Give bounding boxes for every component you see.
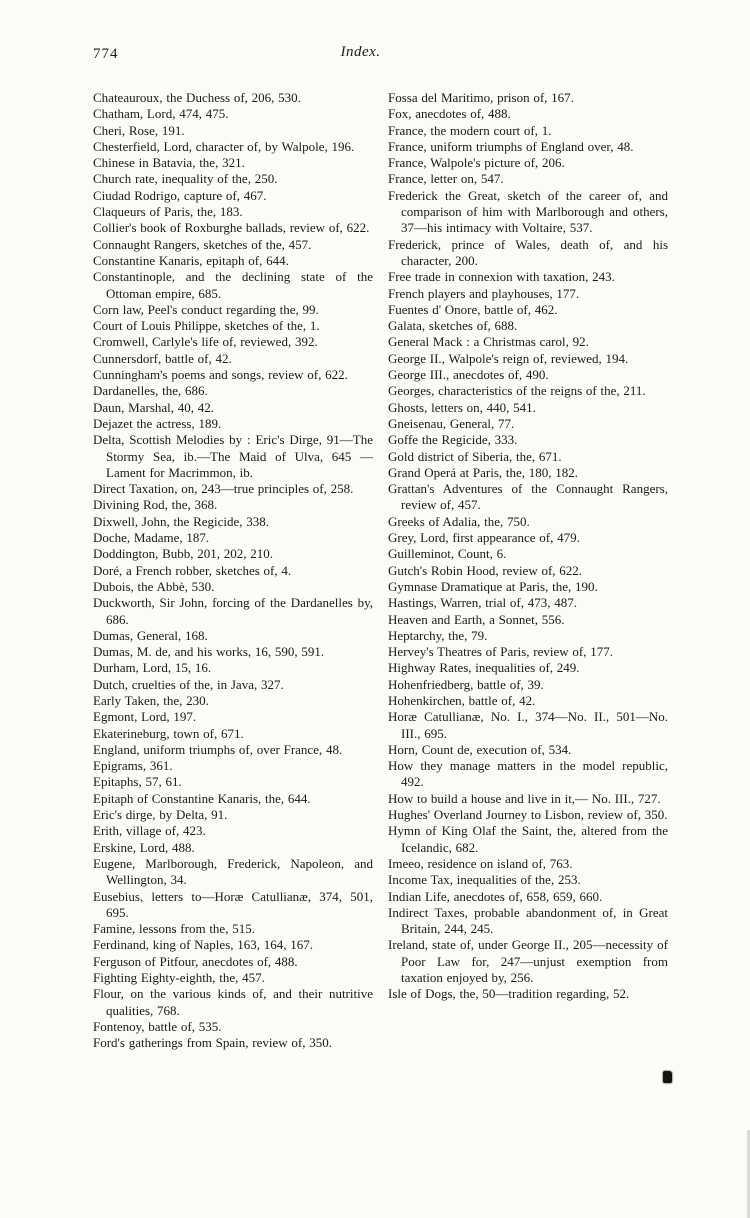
index-entry: Egmont, Lord, 197. [93,709,197,725]
index-entry: Flour, on the various kinds of, and their nutritive qualities, 768. [93,986,373,1018]
index-entry: George II., Walpole's reign of, reviewed, 194. [388,350,629,366]
index-entry: Indirect Taxes, probable abandonment of, in Great Britain, 244, 245. [388,904,668,937]
index-entry: Church rate, inequality of the, 250. [93,171,278,187]
index-entry: Gold district of Siberia, the, 671. [388,448,562,464]
index-text-block [93,90,668,1052]
index-entry: Epitaphs, 57, 61. [93,774,182,790]
index-entry: Hymn of King Olaf the Saint, the, altered from the Icelandic, 682. [388,823,668,855]
index-entry: Horn, Count de, execution of, 534. [388,741,572,757]
index-entry: How they manage matters in the model republic, 492. [388,758,668,790]
index-entry: France, letter on, 547. [388,171,504,187]
index-entry: Eusebius, letters to—Horæ Catullianæ, 374, 501, 695. [93,888,373,920]
index-entry: Ireland, state of, under George II., 205—necessity of Poor Law for, 247—unjust exemption from taxation enjoyed by, 256. [388,937,668,986]
index-entry: Ciudad Rodrigo, capture of, 467. [93,187,267,203]
index-entry: Dejazet the actress, 189. [93,415,222,431]
index-entry: Cromwell, Carlyle's life of, reviewed, 392. [93,334,318,350]
index-entry: Dardanelles, the, 686. [93,383,208,399]
index-column-right [388,90,668,1052]
index-entry: Epitaph of Constantine Kanaris, the, 644. [93,790,311,806]
index-entry: Early Taken, the, 230. [93,692,209,708]
index-entry: Cheri, Rose, 191. [93,122,185,138]
index-entry: Dixwell, John, the Regicide, 338. [93,513,270,529]
index-entry: Erskine, Lord, 488. [93,839,195,855]
index-entry: Chateauroux, the Duchess of, 206, 530. [93,90,301,105]
index-entry: Income Tax, inequalities of the, 253. [388,872,581,888]
page-header [93,44,668,66]
index-entry: Greeks of Adalia, the, 750. [388,513,530,529]
index-entry: Heptarchy, the, 79. [388,627,488,643]
ink-spot-artifact [663,1071,672,1083]
index-entry: Chesterfield, Lord, character of, by Walpole, 196. [93,138,355,154]
index-entry: Erith, village of, 423. [93,823,206,839]
index-entry: Georges, characteristics of the reigns of the, 211. [388,383,646,399]
index-column-left [93,90,373,1052]
index-entry: Dumas, General, 168. [93,627,208,643]
index-entry: Chinese in Batavia, the, 321. [93,155,245,171]
index-entry: Ferdinand, king of Naples, 163, 164, 167. [93,937,314,953]
index-entry: Guilleminot, Count, 6. [388,546,507,562]
index-entry: Gneisenau, General, 77. [388,415,515,431]
index-entry: Dumas, M. de, and his works, 16, 590, 591. [93,644,325,660]
index-entry: Indian Life, anecdotes of, 658, 659, 660. [388,888,603,904]
index-entry: How to build a house and live in it,— No. III., 727. [388,790,661,806]
index-entry: Doche, Madame, 187. [93,530,210,546]
index-entry: Durham, Lord, 15, 16. [93,660,212,676]
index-entry: Court of Louis Philippe, sketches of the, 1. [93,318,320,334]
index-entry: Divining Rod, the, 368. [93,497,218,513]
index-entry: Constantine Kanaris, epitaph of, 644. [93,252,289,268]
index-entry: Delta, Scottish Melodies by : Eric's Dirge, 91—The Stormy Sea, ib.—The Maid of Ulva, 645 — Lament for Macrimmon, ib. [93,432,373,480]
index-entry: England, uniform triumphs of, over France, 48. [93,741,343,757]
index-entry: Famine, lessons from the, 515. [93,921,255,937]
index-entry: Imeeo, residence on island of, 763. [388,855,573,871]
index-entry: Cunningham's poems and songs, review of, 622. [93,367,348,383]
index-entry: Hohenfriedberg, battle of, 39. [388,676,544,692]
index-entry: Fox, anecdotes of, 488. [388,106,511,122]
index-entry: Ghosts, letters on, 440, 541. [388,399,536,415]
index-entry: France, uniform triumphs of England over, 48. [388,138,634,154]
index-entry: Dubois, the Abbè, 530. [93,578,215,594]
index-entry: Direct Taxation, on, 243—true principles of, 258. [93,481,354,497]
index-entry: Corn law, Peel's conduct regarding the, 99. [93,301,319,317]
index-entry: George III., anecdotes of, 490. [388,367,549,383]
index-entry: Gymnase Dramatique at Paris, the, 190. [388,578,598,594]
index-entry: Doré, a French robber, sketches of, 4. [93,562,292,578]
index-entry: France, Walpole's picture of, 206. [388,155,565,171]
index-entry: Frederick the Great, sketch of the career of, and comparison of him with Marlborough and others, 37—his intimacy with Voltaire, 537. [388,187,668,236]
index-entry: Ferguson of Pitfour, anecdotes of, 488. [93,953,298,969]
index-entry: Eric's dirge, by Delta, 91. [93,807,228,823]
page-number: 774 [93,46,119,62]
index-entry: Goffe the Regicide, 333. [388,432,518,448]
index-entry: Grey, Lord, first appearance of, 479. [388,530,580,546]
running-title: Index. [340,44,381,60]
index-entry: Free trade in connexion with taxation, 243. [388,269,615,285]
index-entry: Daun, Marshal, 40, 42. [93,399,215,415]
index-entry: Frederick, prince of Wales, death of, and his character, 200. [388,236,668,268]
index-entry: Epigrams, 361. [93,758,173,774]
index-entry: Duckworth, Sir John, forcing of the Dardanelles by, 686. [93,595,373,627]
index-entry: Chatham, Lord, 474, 475. [93,106,229,122]
index-entry: General Mack : a Christmas carol, 92. [388,334,589,350]
index-entry: Grattan's Adventures of the Connaught Rangers, review of, 457. [388,481,668,513]
index-entry: Constantinople, and the declining state of the Ottoman empire, 685. [93,269,373,301]
index-entry: Hohenkirchen, battle of, 42. [388,692,536,708]
index-entry: Ford's gatherings from Spain, review of, 350. [93,1035,332,1051]
index-entry: Dutch, cruelties of the, in Java, 327. [93,676,284,692]
index-entry: Fontenoy, battle of, 535. [93,1018,222,1034]
index-entry: Grand Operá at Paris, the, 180, 182. [388,464,579,480]
index-entry: Gutch's Robin Hood, review of, 622. [388,562,583,578]
index-entry: Hughes' Overland Journey to Lisbon, review of, 350. [388,807,668,823]
index-entry: Cunnersdorf, battle of, 42. [93,350,232,366]
index-entry: French players and playhouses, 177. [388,285,580,301]
index-entry: Ekaterineburg, town of, 671. [93,725,244,741]
index-entry: Hastings, Warren, trial of, 473, 487. [388,595,577,611]
index-entry: Fossa del Maritimo, prison of, 167. [388,90,574,105]
index-entry: France, the modern court of, 1. [388,122,552,138]
index-entry: Horæ Catullianæ, No. I., 374—No. II., 501—No. III., 695. [388,709,668,741]
index-entry: Eugene, Marlborough, Frederick, Napoleon, and Wellington, 34. [93,855,373,888]
index-entry: Collier's book of Roxburghe ballads, review of, 622. [93,220,370,236]
index-entry: Isle of Dogs, the, 50—tradition regarding, 52. [388,986,630,1002]
index-entry: Fighting Eighty-eighth, the, 457. [93,970,265,986]
index-entry: Hervey's Theatres of Paris, review of, 177. [388,644,613,660]
index-entry: Claqueurs of Paris, the, 183. [93,204,243,220]
index-entry: Highway Rates, inequalities of, 249. [388,660,580,676]
index-entry: Doddington, Bubb, 201, 202, 210. [93,546,274,562]
index-entry: Galata, sketches of, 688. [388,318,518,334]
index-entry: Fuentes d' Onore, battle of, 462. [388,301,558,317]
index-entry: Connaught Rangers, sketches of the, 457. [93,236,312,252]
index-entry: Heaven and Earth, a Sonnet, 556. [388,611,565,627]
